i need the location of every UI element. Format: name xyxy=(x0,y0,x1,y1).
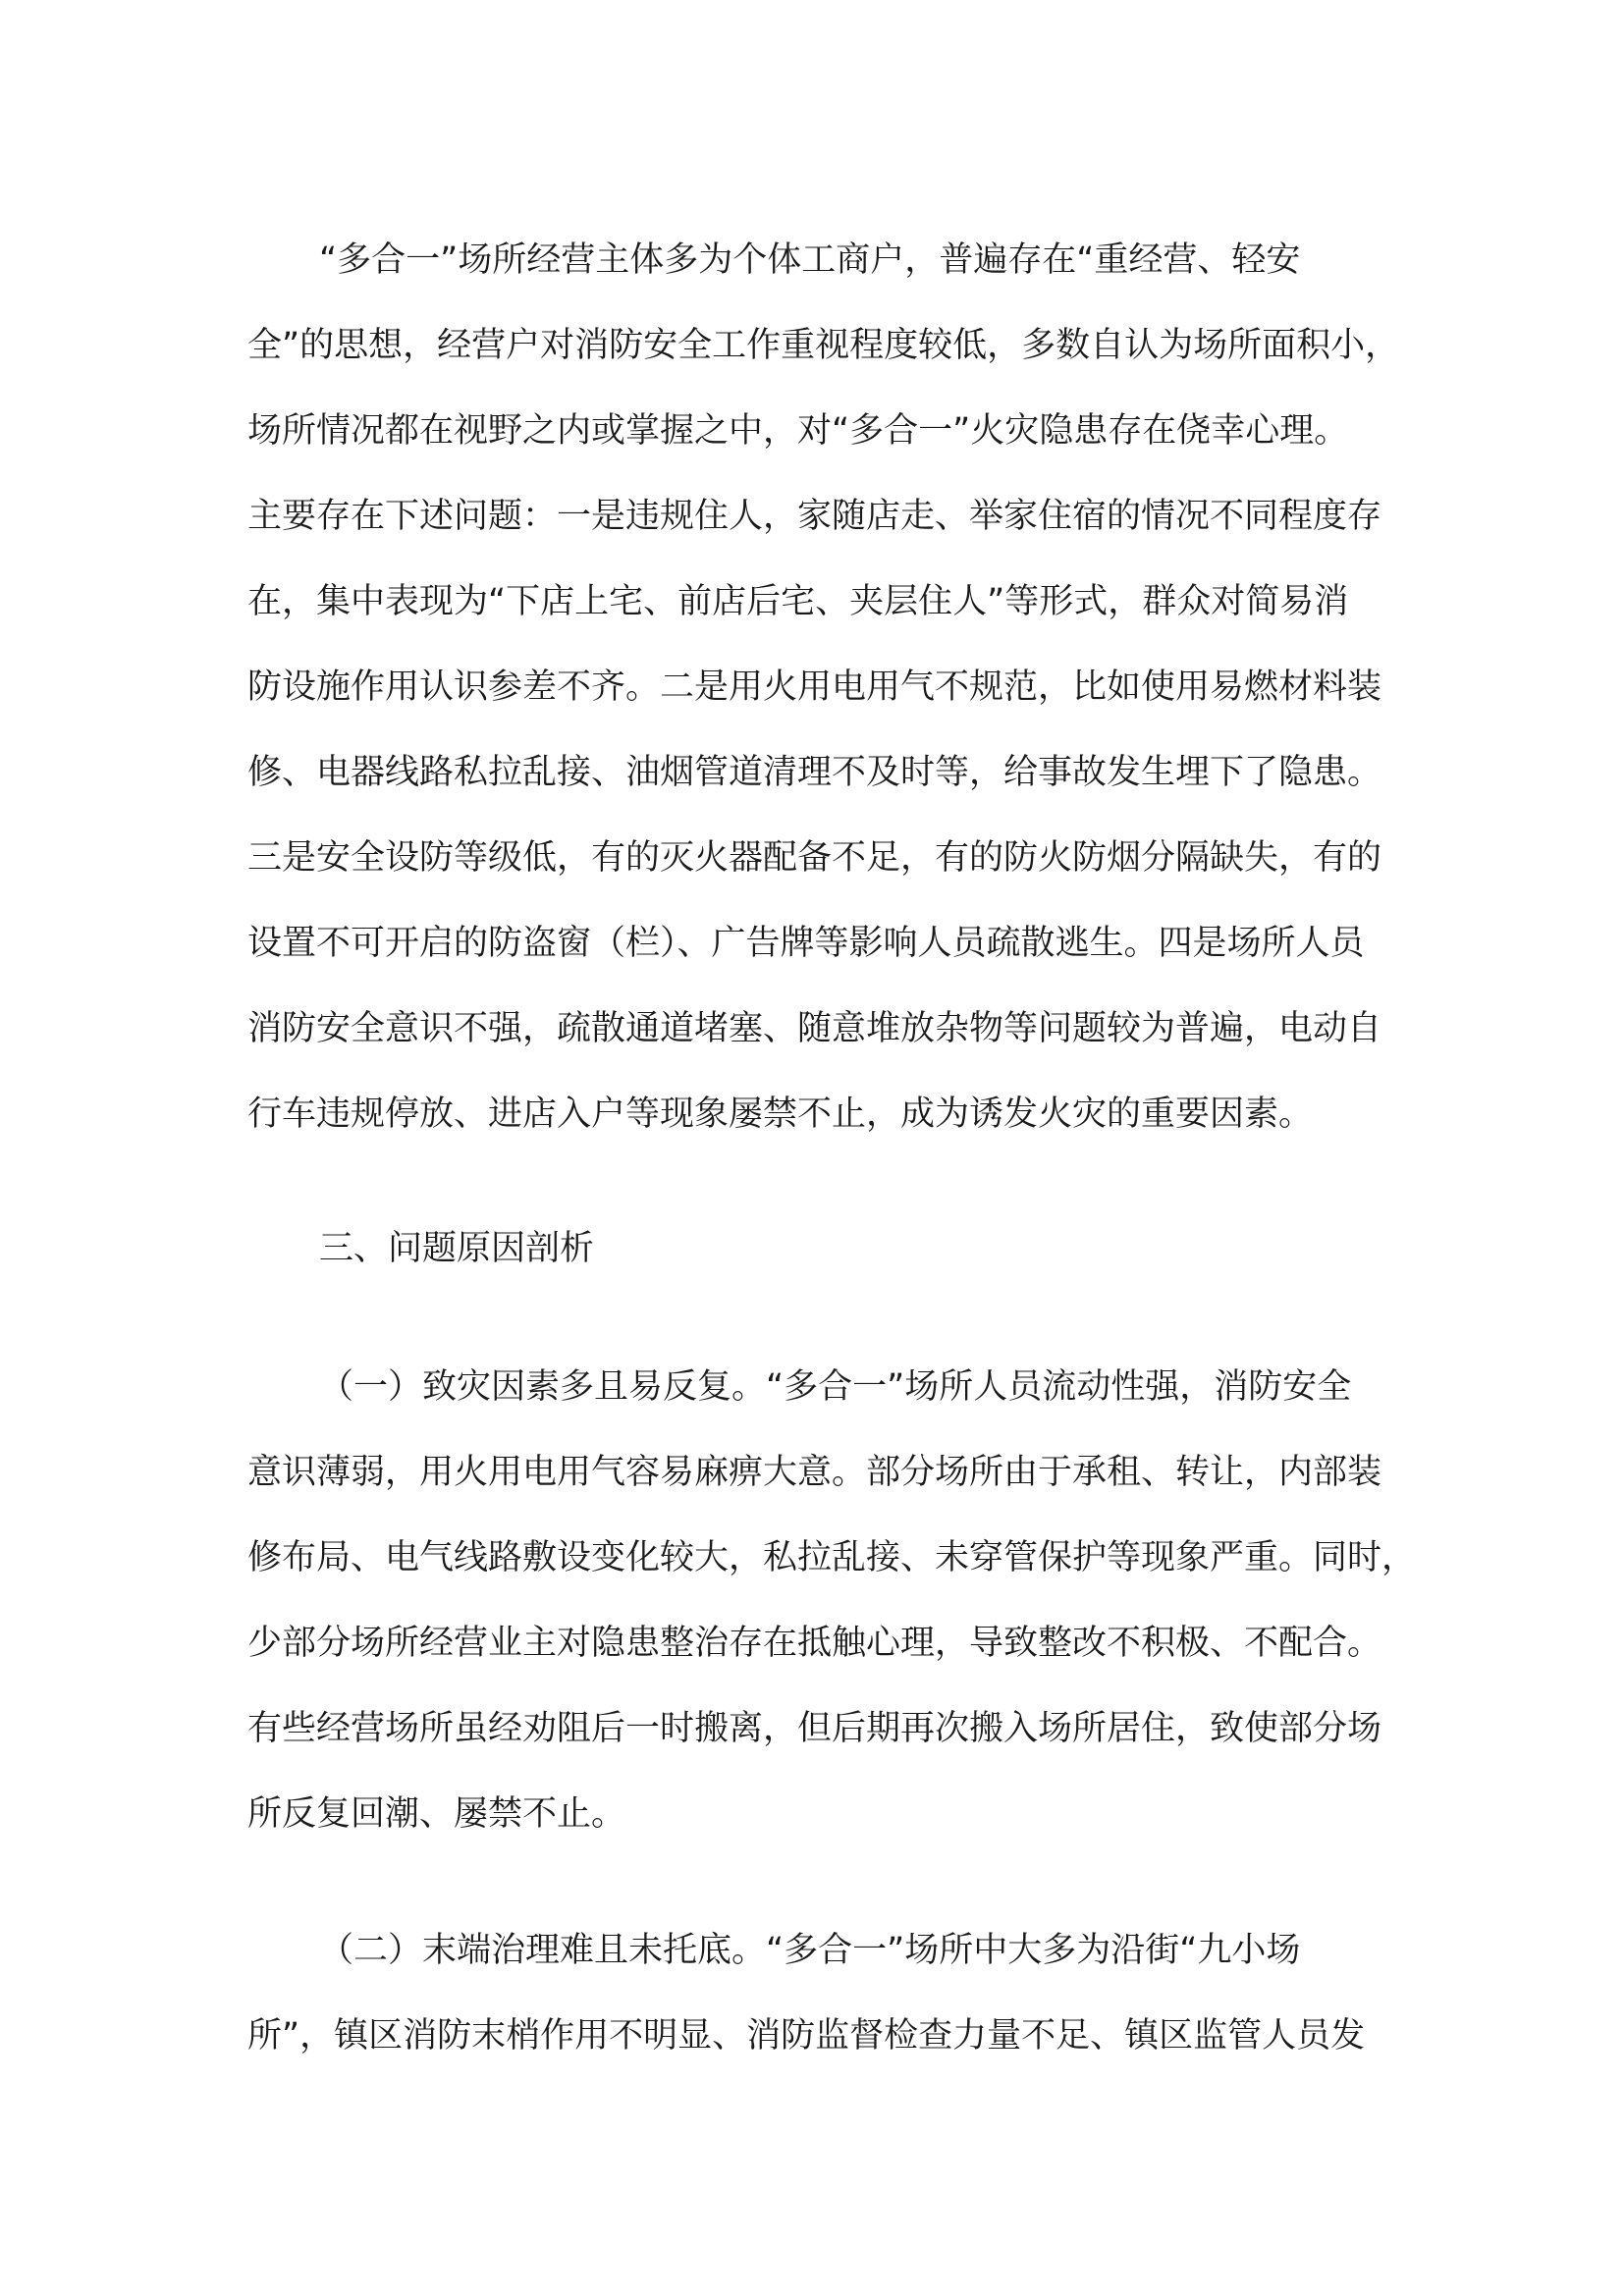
paragraph-2-line-4: 少部分场所经营业主对隐患整治存在抵触心理，导致整改不积极、不配合。 xyxy=(247,1624,1382,1663)
paragraph-1-line-11: 行车违规停放、进店入户等现象屡禁不止，成为诱发火灾的重要因素。 xyxy=(247,1095,1314,1134)
paragraph-1-line-8: 三是安全设防等级低，有的灭火器配备不足，有的防火防烟分隔缺失，有的 xyxy=(247,838,1382,878)
paragraph-1-line-6: 防设施作用认识参差不齐。二是用火用电用气不规范，比如使用易燃材料装 xyxy=(247,667,1382,707)
paragraph-2-line-2: 意识薄弱，用火用电用气容易麻痹大意。部分场所由于承租、转让，内部装 xyxy=(247,1453,1382,1492)
paragraph-1-line-7: 修、电器线路私拉乱接、油烟管道清理不及时等，给事故发生埋下了隐患。 xyxy=(247,753,1382,792)
paragraph-1-line-4: 主要存在下述问题：一是违规住人，家随店走、举家住宿的情况不同程度存 xyxy=(247,497,1382,536)
paragraph-1-line-3: 场所情况都在视野之内或掌握之中，对“多合一”火灾隐患存在侥幸心理。 xyxy=(247,411,1349,451)
paragraph-1-line-5: 在，集中表现为“下店上宅、前店后宅、夹层住人”等形式，群众对简易消 xyxy=(247,582,1349,621)
paragraph-1-line-1: “多合一”场所经营主体多为个体工商户，普遍存在“重经营、轻安 xyxy=(319,240,1301,280)
paragraph-1-line-9: 设置不可开启的防盗窗（栏）、广告牌等影响人员疏散逃生。四是场所人员 xyxy=(247,924,1365,963)
paragraph-1-line-2: 全”的思想，经营户对消防安全工作重视程度较低，多数自认为场所面积小， xyxy=(247,326,1400,365)
paragraph-1-line-10: 消防安全意识不强，疏散通道堵塞、随意堆放杂物等问题较为普遍，电动自 xyxy=(247,1009,1382,1048)
paragraph-3-line-2: 所”，镇区消防末梢作用不明显、消防监督检查力量不足、镇区监管人员发 xyxy=(247,2016,1366,2056)
paragraph-2-line-6: 所反复回潮、屡禁不止。 xyxy=(247,1794,626,1834)
paragraph-2-line-1: （一）致灾因素多且易反复。“多合一”场所人员流动性强，消防安全 xyxy=(319,1367,1352,1407)
paragraph-3-line-1: （二）末端治理难且未托底。“多合一”场所中大多为沿街“九小场 xyxy=(319,1931,1301,1970)
paragraph-2-line-3: 修布局、电气线路敷设变化较大，私拉乱接、未穿管保护等现象严重。同时， xyxy=(247,1538,1417,1577)
section-heading: 三、问题原因剖析 xyxy=(319,1229,595,1268)
paragraph-2-line-5: 有些经营场所虽经劝阻后一时搬离，但后期再次搬入场所居住，致使部分场 xyxy=(247,1709,1382,1748)
